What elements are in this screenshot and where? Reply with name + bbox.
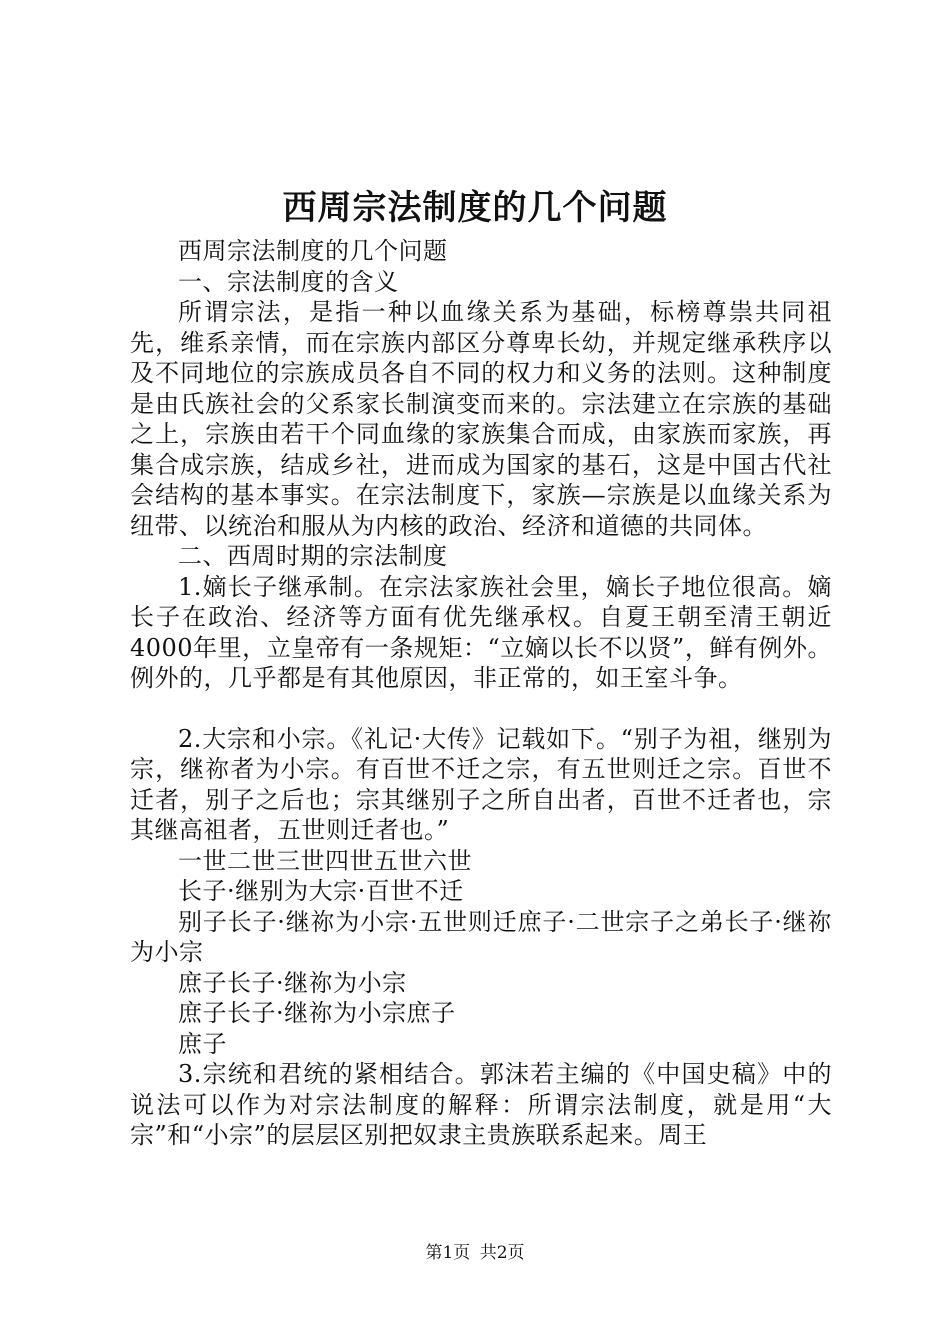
paragraph-subtitle: 西周宗法制度的几个问题: [178, 237, 448, 265]
document-title: 西周宗法制度的几个问题: [282, 188, 668, 228]
diagram-line: 长子·继别为大宗·百世不迁: [178, 877, 464, 905]
paragraph: 所谓宗法，是指一种以血缘关系为基础，标榜尊祟共同祖先，维系亲情，而在宗族内部区分尊卑长幼，并规定继承秩序以及不同地位的宗族成员各自不同的权力和义务的法则。这种制度是由氏族社会的父系家长制演变而来的。宗法建立在宗族的基础之上，宗族由若干个同血缘的家族集合而成，由家族而家族，再集合成宗族，结成乡社，进而成为国家的基石，这是中国古代社会结构的基本事实。在宗法制度下，家族—宗族是以血缘关系为纽带、以统治和服从为内核的政治、经济和道德的共同体。: [130, 298, 832, 540]
paragraph: 1.嫡长子继承制。在宗法家族社会里，嫡长子地位很高。嫡长子在政治、经济等方面有优先继承权。自夏王朝至清王朝近4000年里，立皇帝有一条规矩：“立嫡以长不以贤”，鲜有例外。例外的，几乎都是有其他原因，非正常的，如王室斗争。: [130, 572, 832, 692]
page-footer: [0, 1242, 950, 1264]
paragraph: 3.宗统和君统的紧相结合。郭沫若主编的《中国史稿》中的说法可以作为对宗法制度的解释：所谓宗法制度，就是用“大宗”和“小宗”的层层区别把奴隶主贵族联系起来。周王: [130, 1060, 832, 1149]
heading-section-1: 一、宗法制度的含义: [178, 267, 399, 296]
page-total: 共2页: [479, 1243, 525, 1263]
diagram-line: 庶子长子·继祢为小宗: [178, 968, 407, 997]
diagram-line: 庶子长子·继祢为小宗庶子: [178, 999, 456, 1027]
paragraph: 2.大宗和小宗。《礼记·大传》记载如下。“别子为祖，继别为宗，继祢者为小宗。有百世不迁之宗，有五世则迁之宗。百世不迁者，别子之后也；宗其继别子之所自出者，百世不迁者也，宗其继高祖者，五世则迁者也。”: [130, 724, 832, 844]
document-body: [130, 236, 832, 1151]
diagram-line: 一世二世三世四世五世六世: [178, 846, 472, 875]
page-number: 第1页: [425, 1243, 471, 1263]
diagram-line: 庶子: [178, 1029, 227, 1058]
diagram-line: 别子长子·继祢为小宗·五世则迁庶子·二世宗子之弟长子·继祢为小宗: [130, 907, 832, 966]
heading-section-2: 二、西周时期的宗法制度: [178, 542, 448, 570]
